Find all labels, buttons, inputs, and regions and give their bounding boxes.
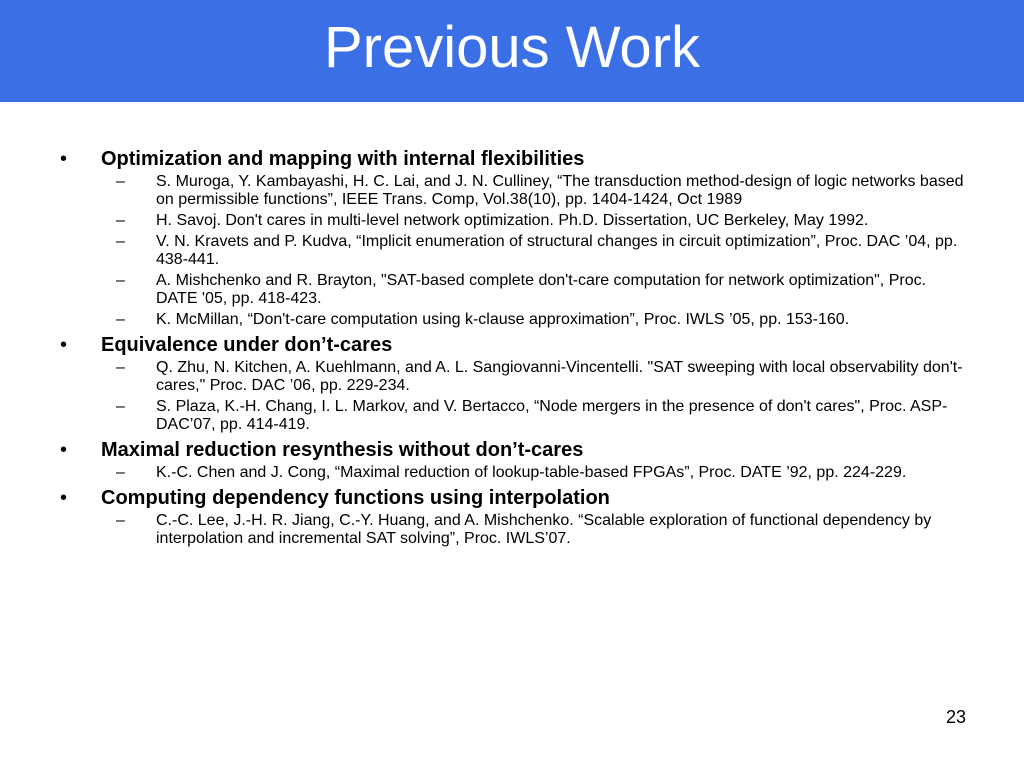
reference-item (60, 173, 970, 209)
reference-text: S. Muroga, Y. Kambayashi, H. C. Lai, and J. N. Culliney, “The transduction method-design of logic networks based on permissible functions”, IEEE Trans. Comp, Vol.38(10), pp. 1404-1424, Oct 1989 (156, 173, 964, 208)
dash-icon: – (116, 464, 125, 481)
reference-item (60, 512, 970, 548)
dash-icon: – (116, 398, 125, 415)
bullet-icon: • (60, 487, 68, 509)
reference-item (60, 359, 970, 395)
reference-item (60, 311, 970, 329)
slide-content (60, 147, 970, 551)
bullet-icon: • (60, 334, 68, 356)
page-number: 23 (945, 707, 966, 727)
section-heading: Maximal reduction resynthesis without don’t-cares (101, 439, 584, 461)
reference-list (60, 464, 970, 482)
section-dependency-functions (60, 486, 970, 548)
reference-item (60, 272, 970, 308)
reference-text: C.-C. Lee, J.-H. R. Jiang, C.-Y. Huang, and A. Mishchenko. “Scalable exploration of functional dependency by interpolation and incremental SAT solving”, Proc. IWLS’07. (156, 512, 932, 547)
reference-text: K.-C. Chen and J. Cong, “Maximal reduction of lookup-table-based FPGAs”, Proc. DATE ’92, pp. 224-229. (156, 464, 907, 481)
section-heading: Computing dependency functions using interpolation (101, 487, 610, 509)
dash-icon: – (116, 173, 125, 190)
reference-list (60, 359, 970, 434)
reference-text: H. Savoj. Don't cares in multi-level network optimization. Ph.D. Dissertation, UC Berkeley, May 1992. (156, 212, 869, 229)
bullet-icon: • (60, 439, 68, 461)
dash-icon: – (116, 311, 125, 328)
reference-text: S. Plaza, K.-H. Chang, I. L. Markov, and V. Bertacco, “Node mergers in the presence of don't cares", Proc. ASP-DAC’07, pp. 414-419. (156, 398, 948, 433)
reference-text: K. McMillan, “Don't-care computation using k-clause approximation”, Proc. IWLS ’05, pp. 153-160. (156, 311, 850, 328)
reference-item (60, 398, 970, 434)
dash-icon: – (116, 233, 125, 250)
dash-icon: – (116, 272, 125, 289)
section-heading: Equivalence under don’t-cares (101, 334, 393, 356)
dash-icon: – (116, 212, 125, 229)
bullet-icon: • (60, 148, 68, 170)
reference-list (60, 173, 970, 329)
dash-icon: – (116, 359, 125, 376)
dash-icon: – (116, 512, 125, 529)
reference-item (60, 233, 970, 269)
section-equivalence-dont-cares (60, 333, 970, 434)
reference-item (60, 464, 970, 482)
section-optimization-mapping (60, 147, 970, 329)
reference-text: A. Mishchenko and R. Brayton, "SAT-based complete don't-care computation for network optimization", Proc. DATE '05, pp. 418-423. (156, 272, 927, 307)
reference-text: V. N. Kravets and P. Kudva, “Implicit enumeration of structural changes in circuit optimization”, Proc. DAC ’04, pp. 438-441. (156, 233, 958, 268)
reference-list (60, 512, 970, 548)
section-heading: Optimization and mapping with internal flexibilities (101, 148, 585, 170)
section-maximal-reduction (60, 438, 970, 482)
title-bar (0, 0, 1024, 102)
reference-text: Q. Zhu, N. Kitchen, A. Kuehlmann, and A. L. Sangiovanni-Vincentelli. "SAT sweeping with local observability don't-cares," Proc. DAC ’06, pp. 229-234. (156, 359, 963, 394)
reference-item (60, 212, 970, 230)
slide-title: Previous Work (323, 15, 701, 80)
